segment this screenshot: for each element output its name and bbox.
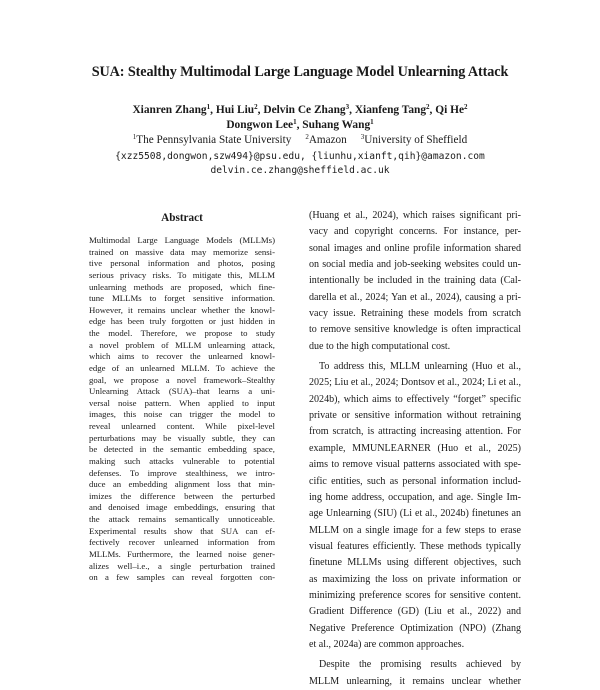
body-line: ing home address, occupation, and age. Single Im- bbox=[309, 491, 521, 503]
body-line: on social media and job-seeking websites could un- bbox=[309, 259, 521, 271]
abstract-line: and denoised image embeddings, ensuring that bbox=[89, 502, 275, 513]
body-line: sonal images and online profile information shared bbox=[309, 242, 521, 254]
body-line: finetune MLLMs using different objectives, such bbox=[309, 557, 521, 569]
abstract-line: defenses. To improve stealthiness, we intro- bbox=[89, 467, 275, 478]
body-line: (Huang et al., 2024), which raises significant pri- bbox=[309, 210, 521, 221]
author-separator: , bbox=[296, 119, 303, 131]
author-name: Delvin Ce Zhang bbox=[263, 104, 346, 116]
body-line: MLLM unlearning, it remains unclear whether bbox=[309, 675, 521, 687]
abstract-line: fectively recover unlearned information from bbox=[89, 537, 275, 548]
body-paragraph bbox=[309, 657, 521, 690]
author-separator: , bbox=[257, 104, 264, 116]
author-affiliation-marker: 1 bbox=[206, 103, 211, 111]
abstract-line: be detected in the semantic embedding space, bbox=[89, 444, 275, 455]
body-line: cific entities, such as personal information includ- bbox=[309, 475, 521, 487]
body-line: due to the high computational cost. bbox=[309, 340, 451, 352]
affiliation-name: Amazon bbox=[308, 134, 347, 146]
author-name: Xianfeng Tang bbox=[354, 104, 427, 116]
body-text-right-column bbox=[309, 208, 521, 690]
abstract-line: on a few samples can reveal forgotten con- bbox=[89, 572, 275, 583]
author-separator: , bbox=[349, 104, 355, 116]
abstract-line: perturbations may be visually subtle, they can bbox=[89, 432, 275, 443]
abstract-line: reveal unlearned content. While pixel-level bbox=[89, 421, 275, 431]
body-line: intentionally be included in the training data (Cal- bbox=[309, 275, 521, 287]
author-affiliation-marker: 2 bbox=[254, 103, 258, 111]
body-line: from scratch, is attracting increasing attention. For bbox=[309, 426, 521, 438]
abstract-line: However, it remains unclear whether the knowl- bbox=[89, 304, 275, 315]
abstract-body bbox=[89, 235, 275, 584]
abstract-line: MLLMs. Furthermore, the learned noise gener- bbox=[89, 548, 275, 559]
author-separator: , bbox=[210, 104, 216, 116]
body-line: as maximizing the loss on private information or bbox=[309, 573, 521, 585]
author-affiliation-marker: 2 bbox=[464, 103, 468, 111]
abstract-line: goal, we propose a novel framework–Stealthy bbox=[89, 374, 275, 385]
body-line: aims to remove visual patterns associated with spe- bbox=[309, 459, 521, 471]
email-line-2: delvin.ce.zhang@sheffield.ac.uk bbox=[210, 165, 390, 176]
affiliation-marker: 1 bbox=[132, 133, 137, 141]
author-affiliation-marker: 1 bbox=[370, 118, 374, 126]
affiliation-marker: 2 bbox=[305, 133, 309, 141]
abstract-line: which aims to recover the unlearned knowl- bbox=[89, 351, 275, 362]
abstract-line: serious privacy risks. To mitigate this, MLLM bbox=[89, 269, 275, 280]
author-list-line-2 bbox=[0, 119, 600, 131]
body-line: Gradient Difference (GD) (Liu et al., 2022) and bbox=[309, 606, 521, 618]
abstract-line: Unlearning Attack (SUA)–that learns a uni- bbox=[89, 386, 275, 397]
paper-title: SUA: Stealthy Multimodal Large Language Model Unlearning Attack bbox=[91, 64, 509, 80]
body-paragraph bbox=[309, 208, 521, 355]
abstract-line: Experimental results show that SUA can ef- bbox=[89, 525, 275, 536]
body-line: darella et al., 2024; Yan et al., 2024), causing a pri- bbox=[309, 291, 521, 303]
body-line: example, MMUNLEARNER (Huo et al., 2025) bbox=[309, 442, 521, 454]
abstract-line: tive personal information and photos, posing bbox=[89, 258, 275, 269]
affiliation-marker: 3 bbox=[360, 133, 365, 141]
abstract-line: images, this noise can trigger the model to bbox=[89, 409, 275, 420]
abstract-line: imizes the difference between the perturbed bbox=[89, 490, 275, 501]
body-line: visual features efficiently. These methods typically bbox=[309, 540, 521, 552]
body-line: MLLM on a single image for a few steps to erase bbox=[309, 524, 521, 536]
affiliations bbox=[0, 134, 600, 146]
body-line: To address this, MLLM unlearning (Huo et al., bbox=[319, 361, 521, 373]
body-line: 2024b), which aims to effectively “forget” specific bbox=[309, 393, 521, 405]
body-line: Despite the promising results achieved by bbox=[319, 659, 521, 671]
author-list-line-1 bbox=[0, 104, 600, 116]
body-line: vacy issue. Retraining these models from scratch bbox=[309, 308, 521, 320]
body-line: Negative Preference Optimization (NPO) (Zhang bbox=[309, 622, 521, 634]
author-affiliation-marker: 2 bbox=[426, 103, 430, 111]
abstract-line: edge of an unlearned MLLM. To achieve the bbox=[89, 362, 275, 373]
abstract-line: duce an embedding alignment loss that min- bbox=[89, 479, 275, 490]
email-line-1: {xzz5508,dongwon,szw494}@psu.edu, {liunhu,xianft,qih}@amazon.com bbox=[115, 151, 485, 162]
body-line: private or sensitive information without retraining bbox=[309, 410, 521, 422]
abstract-line: making such attacks vulnerable to potential bbox=[89, 455, 275, 466]
abstract-line: unlearning methods are proposed, which fine- bbox=[89, 281, 275, 292]
body-line: age Unlearning (SIU) (Li et al., 2024b) finetunes an bbox=[309, 508, 521, 520]
author-separator: , bbox=[429, 104, 436, 116]
body-line: et al., 2024a) are common approaches. bbox=[309, 638, 465, 650]
abstract-line: the model. Therefore, we propose to study bbox=[89, 328, 275, 338]
abstract-line: tune MLLMs to forget sensitive information. bbox=[89, 293, 275, 304]
abstract-line: the attack remains semantically unnoticeable. bbox=[89, 514, 275, 524]
body-line: vacy and copyright concerns. For instance, per- bbox=[309, 226, 521, 238]
author-affiliation-marker: 1 bbox=[293, 118, 297, 126]
body-line: to remove sensitive knowledge is often impractical bbox=[309, 324, 521, 336]
abstract-line: edge has been truly forgotten or just hidden in bbox=[89, 316, 275, 327]
affiliation-name: The Pennsylvania State University bbox=[136, 134, 292, 146]
abstract-line: trained on massive data may memorize sensi- bbox=[89, 246, 275, 257]
author-name: Dongwon Lee bbox=[226, 119, 294, 131]
body-paragraph bbox=[309, 359, 521, 653]
body-line: 2025; Liu et al., 2024; Dontsov et al., 2024; Li et al., bbox=[309, 377, 521, 389]
abstract-line: alizes well–i.e., a single perturbation trained bbox=[89, 560, 275, 571]
author-name: Qi He bbox=[435, 104, 465, 116]
affiliation-name: University of Sheffield bbox=[364, 134, 468, 146]
author-name: Hui Liu bbox=[215, 104, 255, 116]
abstract-line: a novel problem of MLLM unlearning attack, bbox=[89, 339, 275, 350]
abstract-line: Multimodal Large Language Models (MLLMs) bbox=[89, 235, 275, 245]
abstract-line: versal noise pattern. When applied to input bbox=[89, 397, 275, 408]
author-name: Xianren Zhang bbox=[132, 104, 207, 116]
author-name: Suhang Wang bbox=[302, 119, 371, 131]
author-affiliation-marker: 3 bbox=[345, 103, 350, 111]
abstract-heading: Abstract bbox=[161, 212, 203, 224]
body-line: minimizing preference scores for sensitive content. bbox=[309, 589, 521, 601]
